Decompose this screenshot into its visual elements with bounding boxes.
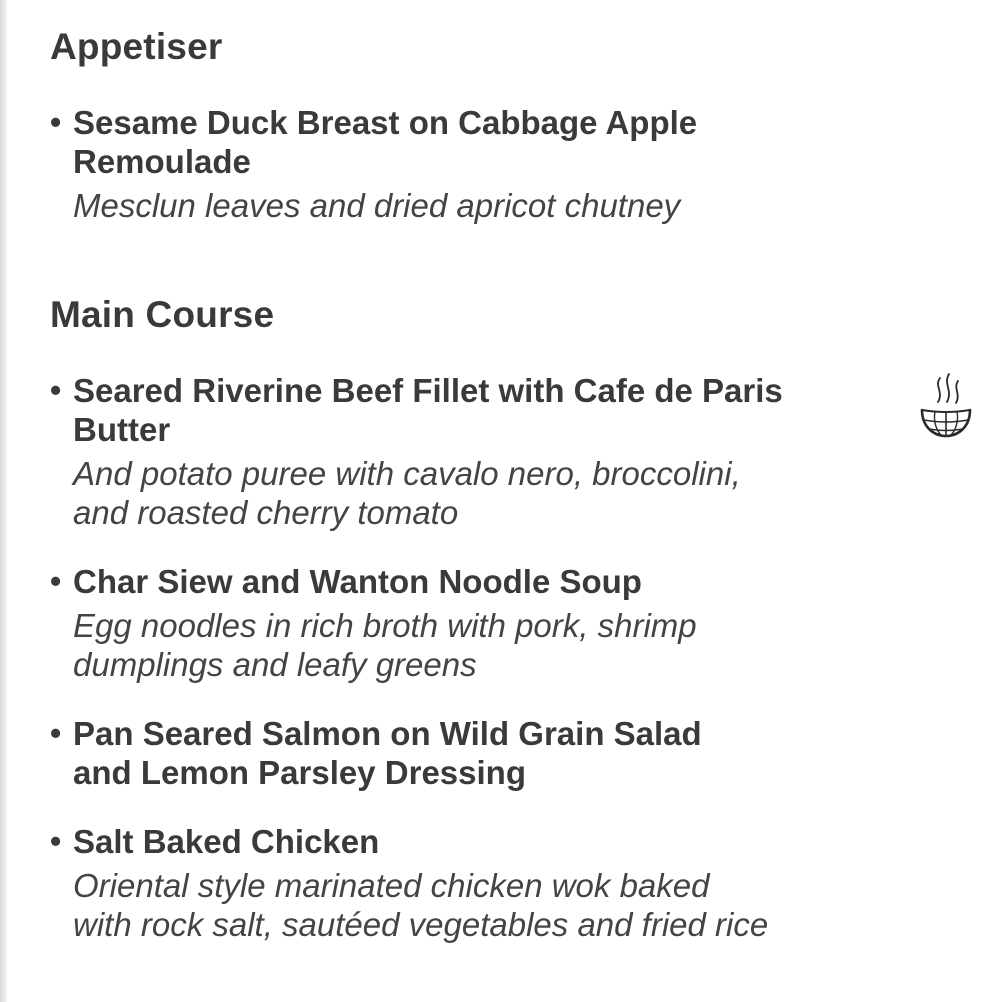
dish-description: [73, 866, 910, 944]
dish-description-line: and roasted cherry tomato: [73, 494, 459, 531]
dish-pan-seared-salmon: [50, 714, 910, 792]
dish-description-line: Oriental style marinated chicken wok baked: [73, 867, 710, 904]
dish-sesame-duck-breast: [50, 103, 910, 225]
dish-name-line: and Lemon Parsley Dressing: [73, 754, 526, 791]
dish-name: [73, 562, 910, 601]
dish-description-line: Egg noodles in rich broth with pork, shrimp: [73, 607, 697, 644]
dish-salt-baked-chicken: [50, 822, 910, 944]
section-title-appetiser: Appetiser: [50, 26, 223, 67]
dish-description: [73, 186, 910, 225]
dish-description-line: with rock salt, sautéed vegetables and fried rice: [73, 906, 769, 943]
dish-description: [73, 606, 910, 684]
dish-description-line: And potato puree with cavalo nero, broccolini,: [73, 455, 741, 492]
dish-description-line: dumplings and leafy greens: [73, 646, 477, 683]
bullet: •: [50, 104, 62, 140]
page-left-edge: [0, 0, 7, 1002]
dish-name: [73, 714, 910, 792]
dish-name-line: Char Siew and Wanton Noodle Soup: [73, 563, 642, 600]
menu: [50, 22, 910, 944]
bullet: •: [50, 372, 62, 408]
bullet: •: [50, 563, 62, 599]
dish-char-siew-wanton-soup: [50, 562, 910, 684]
dish-description-line: Mesclun leaves and dried apricot chutney: [73, 187, 681, 224]
dish-name-line: Butter: [73, 411, 171, 448]
dish-description: [73, 454, 910, 532]
dish-name-line: Salt Baked Chicken: [73, 823, 380, 860]
dish-name: [73, 371, 910, 449]
dish-name-line: Seared Riverine Beef Fillet with Cafe de Paris: [73, 372, 783, 409]
bullet: •: [50, 823, 62, 859]
dish-name: [73, 822, 910, 861]
section-title-main-course: Main Course: [50, 294, 275, 335]
dish-name-line: Sesame Duck Breast on Cabbage Apple: [73, 104, 698, 141]
bullet: •: [50, 715, 62, 751]
dish-name-line: Pan Seared Salmon on Wild Grain Salad: [73, 715, 702, 752]
dish-riverine-beef-fillet: [50, 371, 910, 532]
signature-dish-icon: [918, 372, 974, 438]
dish-name-line: Remoulade: [73, 143, 251, 180]
dish-name: [73, 103, 910, 181]
